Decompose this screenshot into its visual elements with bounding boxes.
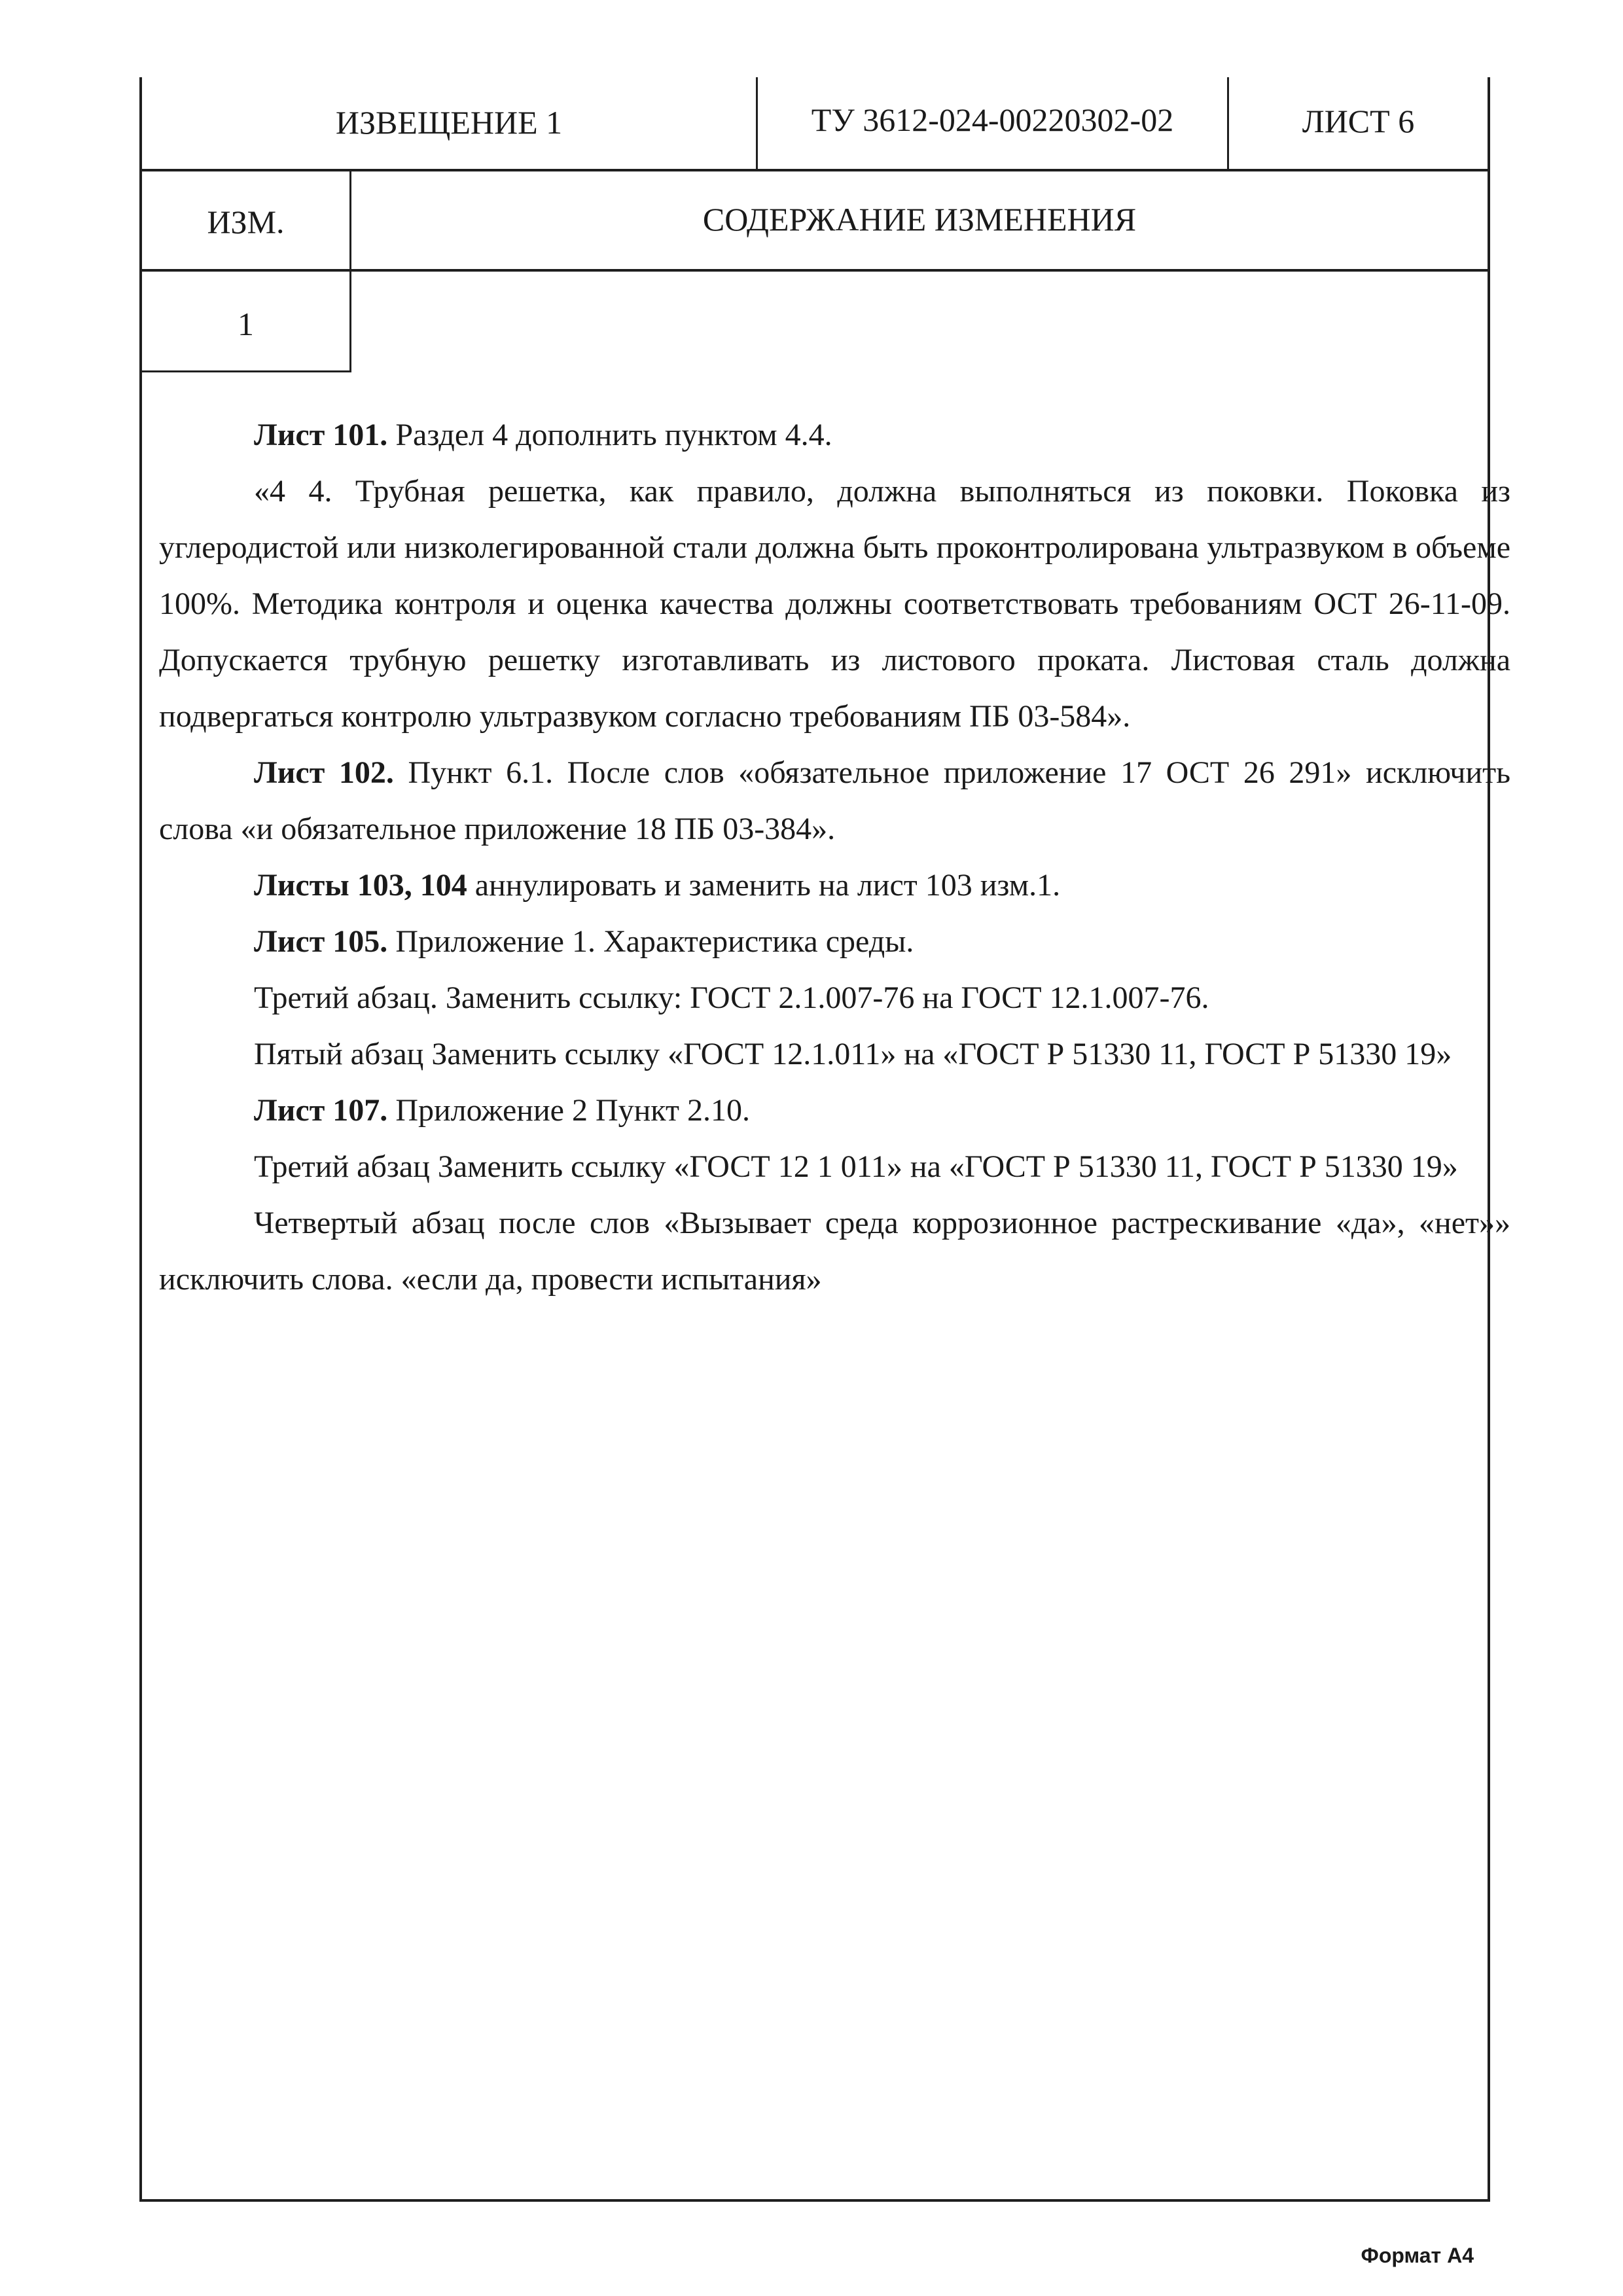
paragraph xyxy=(159,914,1510,970)
paragraph xyxy=(159,1195,1510,1308)
paragraph-heading: Лист 107. xyxy=(254,1093,388,1128)
paragraph xyxy=(159,970,1510,1026)
paragraph xyxy=(159,1139,1510,1195)
table-header-bottom-line xyxy=(139,269,1490,272)
document-code: ТУ 3612-024-00220302-02 xyxy=(811,101,1174,138)
notice-title: ИЗВЕЩЕНИЕ 1 xyxy=(335,104,563,141)
change-number-cell-bottom xyxy=(139,370,351,372)
header-row-bottom-line xyxy=(139,169,1490,171)
frame-bottom-border xyxy=(139,2199,1490,2202)
paragraph-text: Пятый абзац Заменить ссылку «ГОСТ 12.1.011» на «ГОСТ Р 51330 11, ГОСТ Р 51330 19» xyxy=(254,1037,1452,1071)
paragraph-text: Пункт 6.1. После слов «обязательное приложение 17 ОСТ 26 291» исключить слова «и обязательное приложение 18 ПБ 03-384». xyxy=(159,755,1510,846)
paragraph xyxy=(159,1083,1510,1139)
paragraph-heading: Листы 103, 104 xyxy=(254,868,467,903)
paragraph-text: Приложение 2 Пункт 2.10. xyxy=(387,1093,750,1128)
paragraph xyxy=(159,857,1510,914)
paragraph-text: Раздел 4 дополнить пунктом 4.4. xyxy=(387,418,832,452)
paragraph-heading: Лист 102. xyxy=(254,755,394,790)
paragraph-text: Третий абзац Заменить ссылку «ГОСТ 12 1 011» на «ГОСТ Р 51330 11, ГОСТ Р 51330 19» xyxy=(254,1149,1458,1184)
paragraph-text: Четвертый абзац после слов «Вызывает среда коррозионное растрескивание «да», «нет»» исключить слова. «если да, провести испытания» xyxy=(159,1206,1510,1297)
content-column-header: СОДЕРЖАНИЕ ИЗМЕНЕНИЯ xyxy=(702,201,1137,238)
paper-format-label: Формат А4 xyxy=(1361,2244,1474,2267)
change-number: 1 xyxy=(238,306,254,342)
paragraph-text: «4 4. Трубная решетка, как правило, должна выполняться из поковки. Поковка из углеродистой или низколегированной стали должна быть проконтролирована ультразвуком в объеме 100%. Методика контроля и оценка качества должны соответствовать требованиям ОСТ 26-11-09. Допускается трубную решетку изготавливать из листового проката. Листовая сталь должна подвергаться контролю ультразвуком согласно требованиям ПБ 03-584». xyxy=(159,474,1510,734)
paragraph-text: Третий абзац. Заменить ссылку: ГОСТ 2.1.007-76 на ГОСТ 12.1.007-76. xyxy=(254,980,1209,1015)
paragraph xyxy=(159,407,1510,463)
change-column-header: ИЗМ. xyxy=(207,204,285,240)
change-column-divider xyxy=(349,169,351,372)
paragraph-heading: Лист 101. xyxy=(254,418,388,452)
paragraph-heading: Лист 105. xyxy=(254,924,388,959)
paragraph xyxy=(159,463,1510,745)
paragraph-text: Приложение 1. Характеристика среды. xyxy=(387,924,914,959)
frame-left-border xyxy=(139,77,142,2201)
sheet-number: ЛИСТ 6 xyxy=(1302,103,1415,139)
change-content xyxy=(159,407,1510,1308)
paragraph xyxy=(159,745,1510,857)
paragraph xyxy=(159,1026,1510,1083)
paragraph-text: аннулировать и заменить на лист 103 изм.1. xyxy=(467,868,1061,903)
